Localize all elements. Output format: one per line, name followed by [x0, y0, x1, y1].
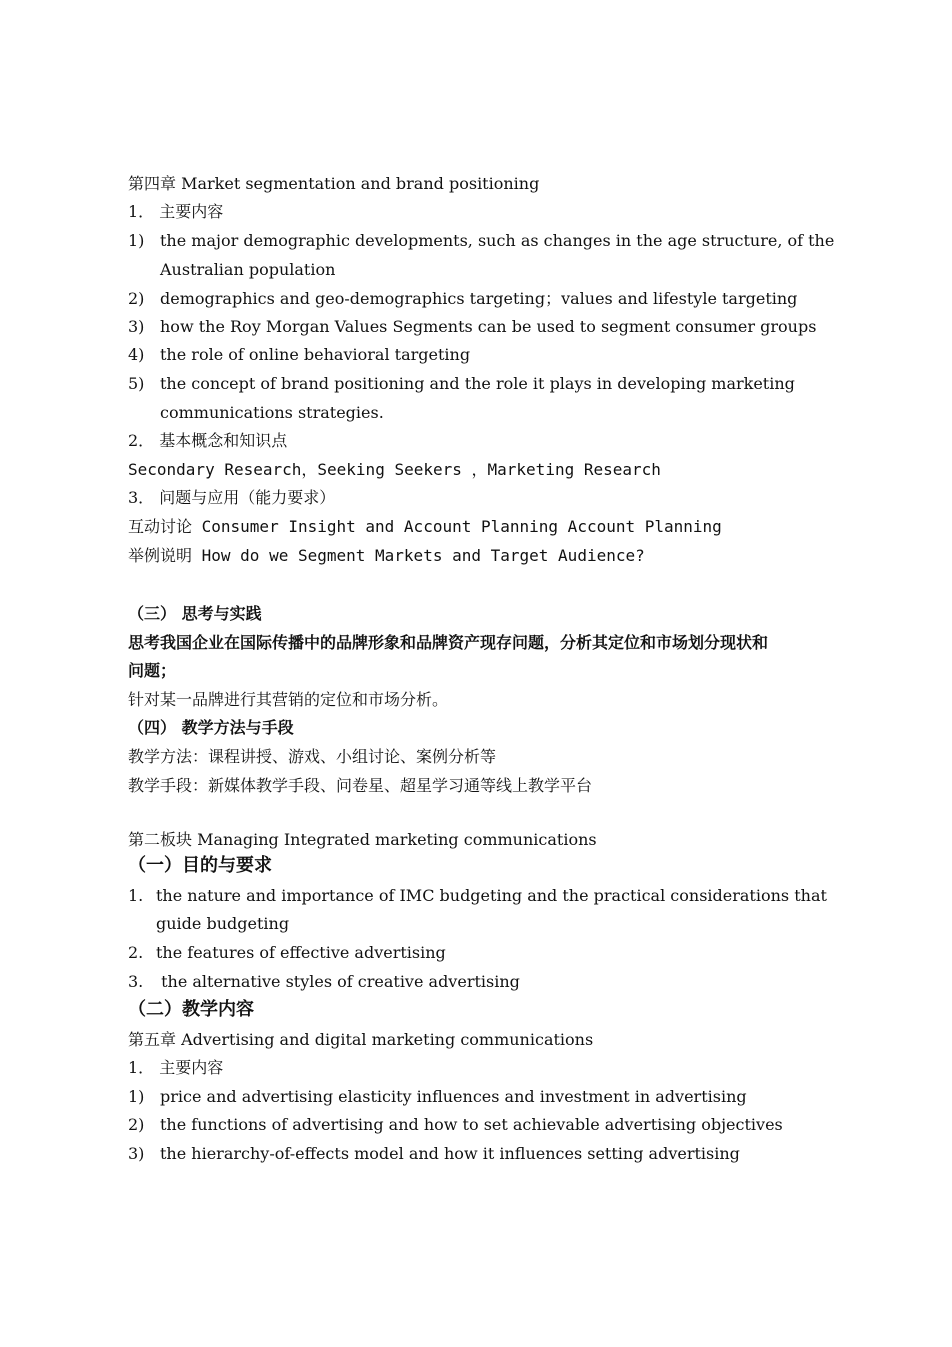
practice-bold-line-2: 问题； — [128, 661, 177, 680]
item-number: 4) — [128, 345, 145, 364]
list-item — [128, 886, 848, 906]
item-continuation: communications strategies. — [160, 403, 384, 422]
list-item — [128, 374, 848, 394]
item-text: the nature and importance of IMC budgeting and the practical considerations that — [156, 886, 827, 905]
chapter5-title: 第五章 Advertising and digital marketing communications — [128, 1030, 594, 1049]
apply-example: 举例说明 How do we Segment Markets and Target Audience? — [128, 546, 645, 565]
list-item — [128, 289, 848, 309]
item-text: the hierarchy-of-effects model and how it influences setting advertising — [160, 1144, 740, 1163]
item-text: the concept of brand positioning and the role it plays in developing marketing — [160, 374, 795, 393]
item-continuation: Australian population — [160, 260, 336, 279]
list-item — [128, 1115, 848, 1135]
list-item — [128, 231, 848, 251]
item-number: 2) — [128, 289, 145, 308]
item-text: how the Roy Morgan Values Segments can be used to segment consumer groups — [160, 317, 817, 336]
chapter4-main-heading: 1． 主要内容 — [128, 202, 224, 221]
list-item — [128, 1144, 848, 1164]
practice-heading: （三） 思考与实践 — [128, 604, 262, 623]
item-continuation: guide budgeting — [156, 914, 290, 933]
item-number: 3) — [128, 1144, 145, 1163]
teaching-means: 教学手段：新媒体教学手段、问卷星、超星学习通等线上教学平台 — [128, 776, 593, 795]
concepts-heading: 2． 基本概念和知识点 — [128, 431, 288, 450]
chapter5-main-heading: 1． 主要内容 — [128, 1058, 224, 1077]
list-item — [128, 943, 848, 963]
list-item — [128, 1087, 848, 1107]
concepts-text: Secondary Research，Seeking Seekers ，Marketing Research — [128, 460, 661, 479]
item-number: 1) — [128, 1087, 145, 1106]
item-text: the functions of advertising and how to set achievable advertising objectives — [160, 1115, 783, 1134]
list-item — [128, 317, 848, 337]
chapter4-title: 第四章 Market segmentation and brand positioning — [128, 174, 540, 193]
practice-bold-line-1: 思考我国企业在国际传播中的品牌形象和品牌资产现存问题，分析其定位和市场划分现状和 — [128, 633, 769, 652]
item-number: 2) — [128, 1115, 145, 1134]
item-text: the features of effective advertising — [156, 943, 446, 962]
item-number: 3) — [128, 317, 145, 336]
teaching-method: 教学方法：课程讲授、游戏、小组讨论、案例分析等 — [128, 747, 497, 766]
item-number: 3. — [128, 972, 144, 991]
content-heading: （二）教学内容 — [128, 999, 254, 1020]
methods-heading: （四） 教学方法与手段 — [128, 718, 294, 737]
apply-discussion: 互动讨论 Consumer Insight and Account Planning Account Planning — [128, 517, 722, 536]
item-number: 2. — [128, 943, 144, 962]
practice-text: 针对某一品牌进行其营销的定位和市场分析。 — [128, 690, 449, 709]
goals-heading: （一）目的与要求 — [128, 855, 272, 876]
item-text: the major demographic developments, such as changes in the age structure, of the — [160, 231, 835, 250]
list-item — [128, 345, 848, 365]
block2-title: 第二板块 Managing Integrated marketing communications — [128, 830, 597, 849]
list-item — [128, 972, 848, 992]
item-text: the role of online behavioral targeting — [160, 345, 471, 364]
apply-heading: 3． 问题与应用（能力要求） — [128, 488, 336, 507]
item-number: 1. — [128, 886, 144, 905]
item-text: demographics and geo-demographics targeting；values and lifestyle targeting — [160, 289, 798, 308]
item-text: the alternative styles of creative advertising — [156, 972, 520, 991]
item-number: 1) — [128, 231, 145, 250]
item-number: 5) — [128, 374, 145, 393]
item-text: price and advertising elasticity influences and investment in advertising — [160, 1087, 747, 1106]
